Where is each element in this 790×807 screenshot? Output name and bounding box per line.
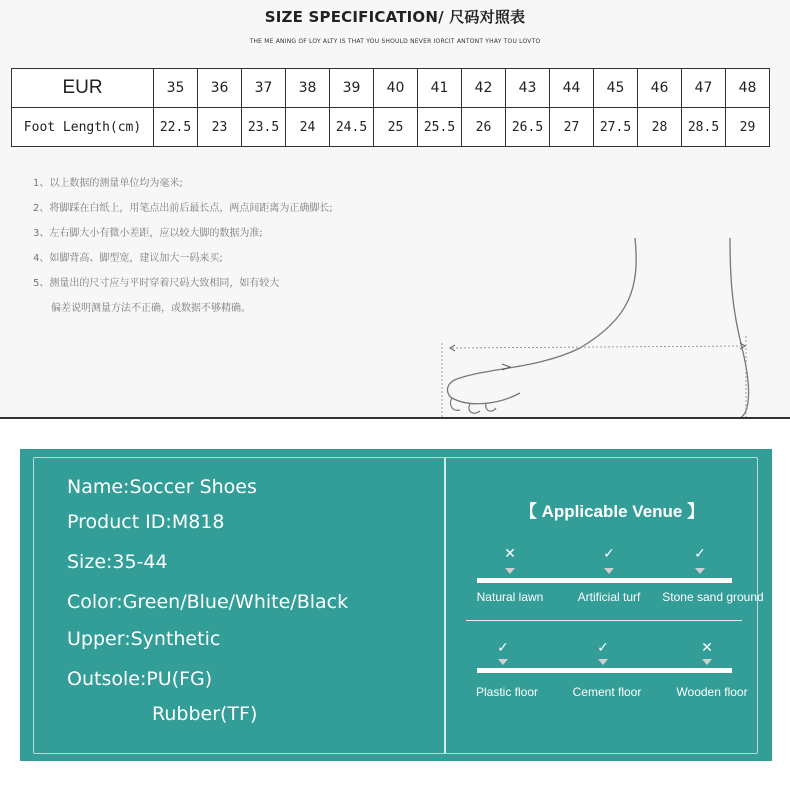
eur-cell: 36	[198, 69, 242, 108]
note-line: 4、如脚背高、脚型宽，建议加大一码来买;	[33, 253, 223, 264]
product-outsole: Outsole:PU(FG)	[67, 668, 213, 690]
foot-length-cell: 27	[550, 108, 594, 147]
eur-cell: 42	[462, 69, 506, 108]
product-id: Product ID:M818	[67, 511, 225, 533]
eur-cell: 37	[242, 69, 286, 108]
eur-cell: 38	[286, 69, 330, 108]
note-line: 3、左右脚大小有微小差距，应以较大脚的数据为准;	[33, 228, 263, 239]
size-spec-title: SIZE SPECIFICATION/ 尺码对照表	[264, 8, 526, 26]
pointer-icon	[702, 659, 712, 665]
size-spec-subtitle: THE ME ANING OF LOY ALTY IS THAT YOU SHOULD NEVER IORCIT ANTONT YHAY TOU LOVTO	[249, 38, 541, 45]
eur-row	[12, 69, 770, 108]
foot-length-cell: 22.5	[154, 108, 198, 147]
venue-label-artificial-turf: Artificial turf	[577, 590, 641, 604]
venue-rail	[477, 578, 732, 583]
foot-length-cell: 26	[462, 108, 506, 147]
eur-label: EUR	[12, 69, 154, 108]
pointer-icon	[695, 568, 705, 574]
eur-cell: 48	[726, 69, 770, 108]
foot-length-cell: 27.5	[594, 108, 638, 147]
eur-cell: 45	[594, 69, 638, 108]
size-table	[11, 68, 770, 147]
product-color: Color:Green/Blue/White/Black	[67, 591, 349, 613]
foot-length-row	[12, 108, 770, 147]
cross-icon: ✕	[701, 640, 713, 656]
foot-length-cell: 24.5	[330, 108, 374, 147]
note-line: 偏差说明测量方法不正确，或数据不够精确。	[51, 303, 251, 314]
product-name: Name:Soccer Shoes	[67, 476, 257, 498]
venue-label-natural-lawn: Natural lawn	[476, 590, 544, 604]
eur-cell: 44	[550, 69, 594, 108]
foot-length-cell: 25.5	[418, 108, 462, 147]
foot-length-cell: 28.5	[682, 108, 726, 147]
venue-label-wooden-floor: Wooden floor	[676, 685, 748, 699]
foot-measurement-illustration	[430, 228, 760, 424]
product-upper: Upper:Synthetic	[67, 628, 221, 650]
note-line: 2、将脚踩在白纸上，用笔点出前后最长点，两点间距离为正确脚长;	[33, 203, 333, 214]
foot-length-cell: 23.5	[242, 108, 286, 147]
venue-label-stone-sand: Stone sand ground	[662, 590, 764, 604]
eur-cell: 46	[638, 69, 682, 108]
eur-cell: 41	[418, 69, 462, 108]
eur-cell: 47	[682, 69, 726, 108]
check-icon: ✓	[603, 546, 615, 562]
check-icon: ✓	[694, 546, 706, 562]
foot-length-cell: 24	[286, 108, 330, 147]
note-line: 5、测量出的尺寸应与平时穿着尺码大致相同，如有较大	[33, 278, 280, 289]
venue-label-plastic-floor: Plastic floor	[475, 685, 539, 699]
section-divider	[0, 417, 790, 419]
check-icon: ✓	[497, 640, 509, 656]
product-size: Size:35-44	[67, 551, 168, 573]
foot-length-cell: 23	[198, 108, 242, 147]
foot-length-cell: 25	[374, 108, 418, 147]
eur-cell: 39	[330, 69, 374, 108]
foot-length-cell: 28	[638, 108, 682, 147]
foot-length-cell: 26.5	[506, 108, 550, 147]
pointer-icon	[505, 568, 515, 574]
eur-cell: 40	[374, 69, 418, 108]
eur-cell: 43	[506, 69, 550, 108]
check-icon: ✓	[597, 640, 609, 656]
panel-divider	[444, 458, 446, 753]
venue-rail	[477, 668, 732, 673]
venue-separator	[466, 620, 742, 621]
pointer-icon	[598, 659, 608, 665]
pointer-icon	[604, 568, 614, 574]
cross-icon: ✕	[504, 546, 516, 562]
applicable-venue-title: 【 Applicable Venue 】	[519, 502, 705, 521]
product-outsole-secondary: Rubber(TF)	[152, 703, 258, 725]
foot-length-cell: 29	[726, 108, 770, 147]
note-line: 1、以上数据的测量单位均为毫米;	[33, 178, 183, 189]
foot-length-label: Foot Length(cm)	[12, 108, 154, 147]
pointer-icon	[498, 659, 508, 665]
eur-cell: 35	[154, 69, 198, 108]
venue-label-cement-floor: Cement floor	[572, 685, 642, 699]
